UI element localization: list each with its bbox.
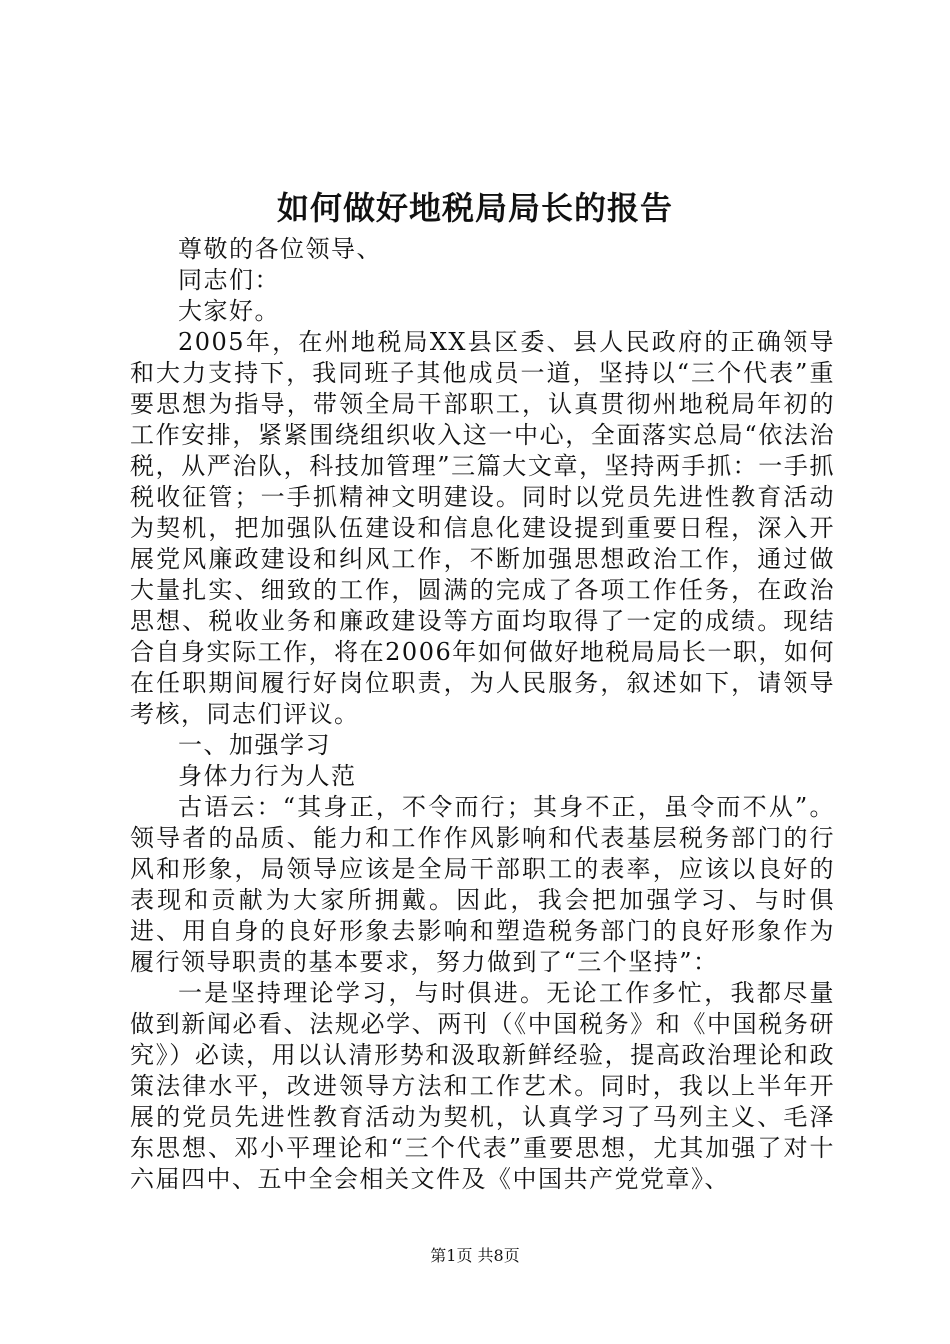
salutation-line-1: 尊敬的各位领导、	[178, 235, 382, 263]
body-paragraph-theory-study: 一是坚持理论学习，与时俱进。无论工作多忙，我都尽量做到新闻必看、法规必学、两刊（《中国税务》和《中国税务研究》）必读，用以认清形势和汲取新鲜经验，提高政治理论和政策法律水平，改进领导方法和工作艺术。同时，我以上半年开展的党员先进性教育活动为契机，认真学习了马列主义、毛泽东思想、邓小平理论和“三个代表”重要思想，尤其加强了对十六届四中、五中全会相关文件及《中国共产党党章》、	[130, 979, 835, 1193]
section-subheading-1: 身体力行为人范	[178, 762, 357, 790]
page-number-footer: 第1页 共8页	[430, 1246, 520, 1265]
body-paragraph-quote: 古语云：“其身正，不令而行；其身不正，虽令而不从”。领导者的品质、能力和工作作风影响和代表基层税务部门的行风和形象，局领导应该是全局干部职工的表率，应该以良好的表现和贡献为大家所拥戴。因此，我会把加强学习、与时俱进、用自身的良好形象去影响和塑造税务部门的良好形象作为履行领导职责的基本要求，努力做到了“三个坚持”：	[130, 793, 835, 976]
greeting-line: 大家好。	[178, 297, 280, 325]
intro-paragraph: 2005年，在州地税局XX县区委、县人民政府的正确领导和大力支持下，我同班子其他成员一道，坚持以“三个代表”重要思想为指导，带领全局干部职工，认真贯彻州地税局年初的工作安排，紧紧围绕组织收入这一中心，全面落实总局“依法治税，从严治队，科技加管理”三篇大文章，坚持两手抓：一手抓税收征管；一手抓精神文明建设。同时以党员先进性教育活动为契机，把加强队伍建设和信息化建设提到重要日程，深入开展党风廉政建设和纠风工作，不断加强思想政治工作，通过做大量扎实、细致的工作，圆满的完成了各项工作任务，在政治思想、税收业务和廉政建设等方面均取得了一定的成绩。现结合自身实际工作，将在2006年如何做好地税局局长一职，如何在任职期间履行好岗位职责，为人民服务，叙述如下，请领导考核，同志们评议。	[130, 328, 835, 728]
document-title: 如何做好地税局局长的报告	[276, 189, 673, 227]
section-heading-1: 一、加强学习	[178, 731, 331, 759]
salutation-line-2: 同志们：	[178, 266, 280, 294]
document-body	[130, 234, 835, 1195]
